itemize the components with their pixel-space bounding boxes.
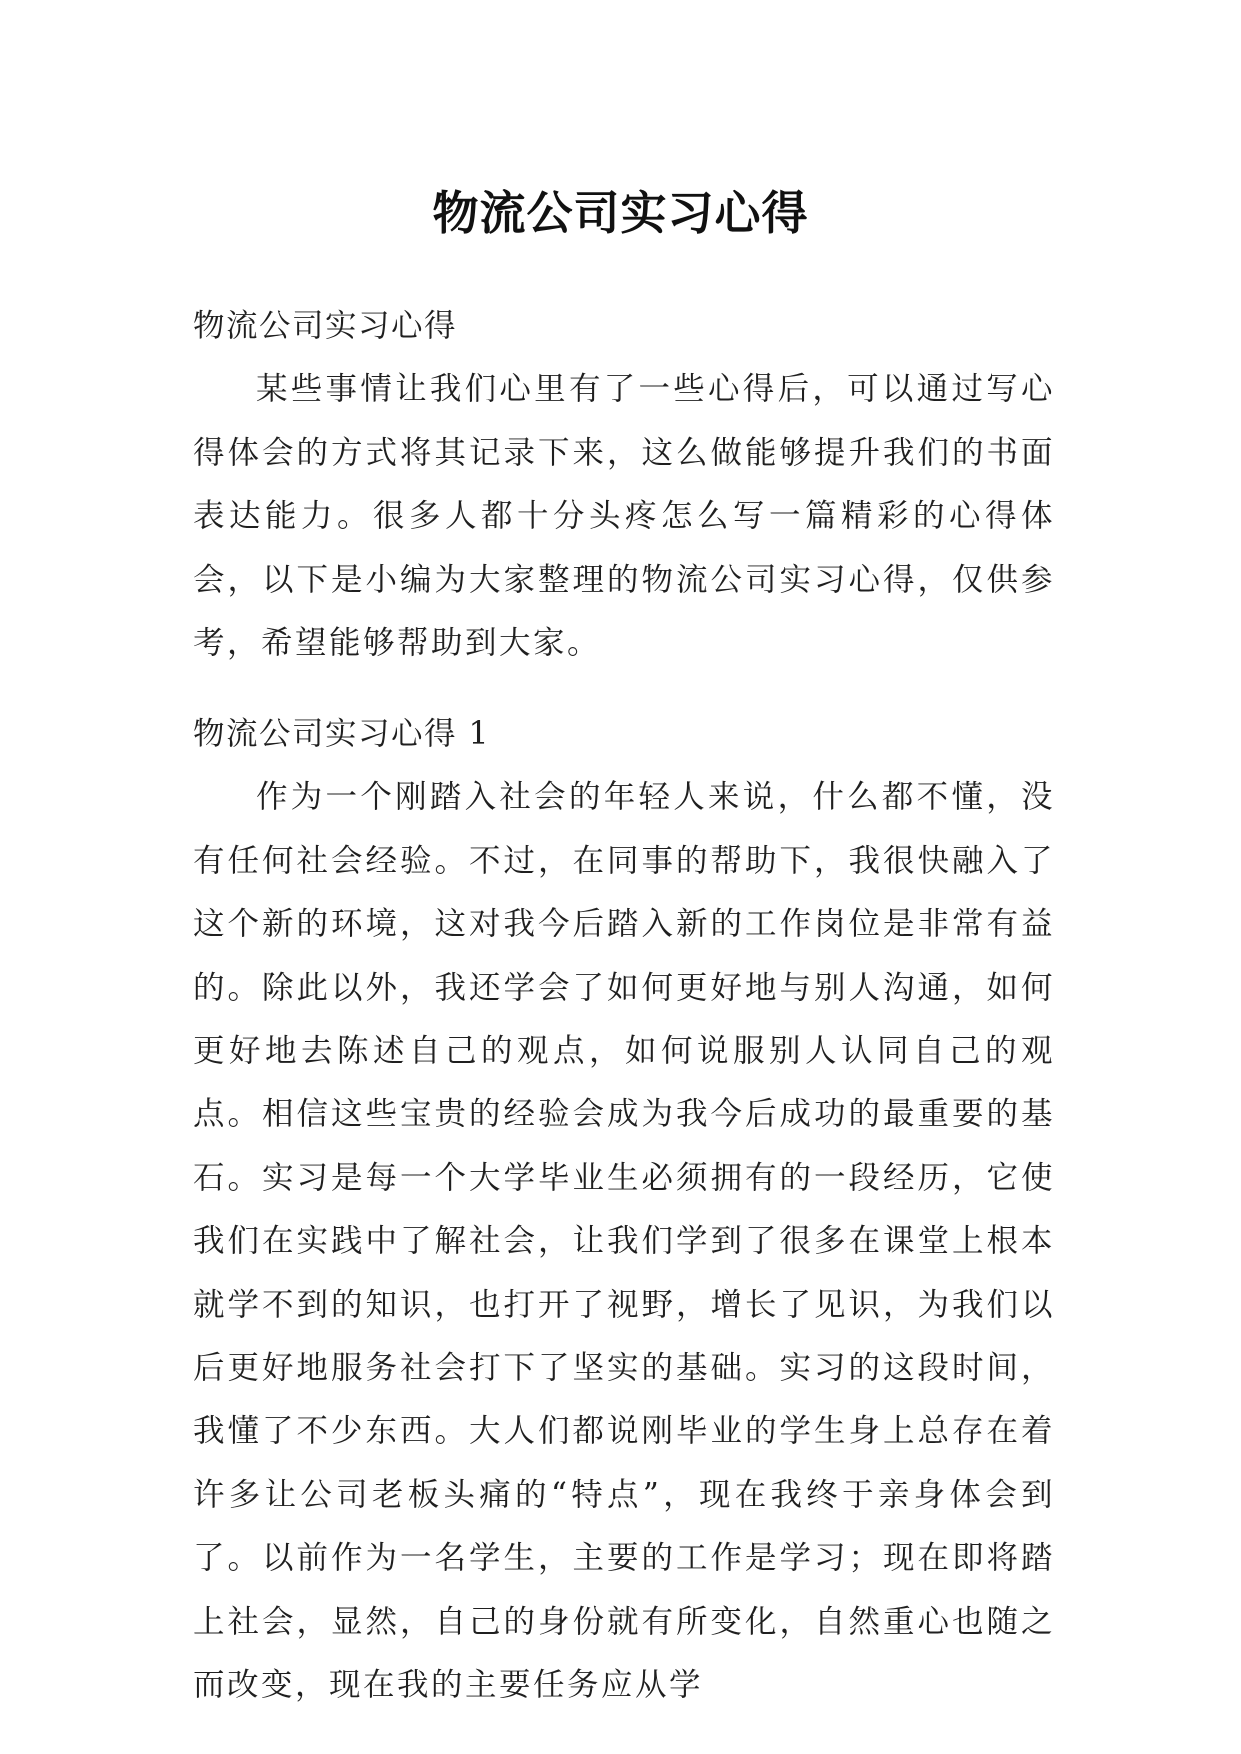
intro-heading: 物流公司实习心得 <box>193 308 458 344</box>
document-title: 物流公司实习心得 <box>432 185 809 240</box>
intro-section <box>193 295 1055 675</box>
section-1-heading: 物流公司实习心得 1 <box>193 716 491 752</box>
section-1-paragraph: 作为一个刚踏入社会的年轻人来说，什么都不懂，没有任何社会经验。不过，在同事的帮助下，我很快融入了这个新的环境，这对我今后踏入新的工作岗位是非常有益的。除此以外，我还学会了如何更好地与别人沟通，如何更好地去陈述自己的观点，如何说服别人认同自己的观点。相信这些宝贵的经验会成为我今后成功的最重要的基石。实习是每一个大学毕业生必须拥有的一段经历，它使我们在实践中了解社会，让我们学到了很多在课堂上根本就学不到的知识，也打开了视野，增长了见识，为我们以后更好地服务社会打下了坚实的基础。实习的这段时间，我懂了不少东西。大人们都说刚毕业的学生身上总存在着许多让公司老板头痛的“特点”，现在我终于亲身体会到了。以前作为一名学生，主要的工作是学习；现在即将踏上社会，显然，自己的身份就有所变化，自然重心也随之而改变，现在我的主要任务应从学 <box>193 779 1055 1704</box>
section-1 <box>193 703 1055 1718</box>
intro-paragraph: 某些事情让我们心里有了一些心得后，可以通过写心得体会的方式将其记录下来，这么做能够提升我们的书面表达能力。很多人都十分头疼怎么写一篇精彩的心得体会，以下是小编为大家整理的物流公司实习心得，仅供参考，希望能够帮助到大家。 <box>193 371 1055 662</box>
